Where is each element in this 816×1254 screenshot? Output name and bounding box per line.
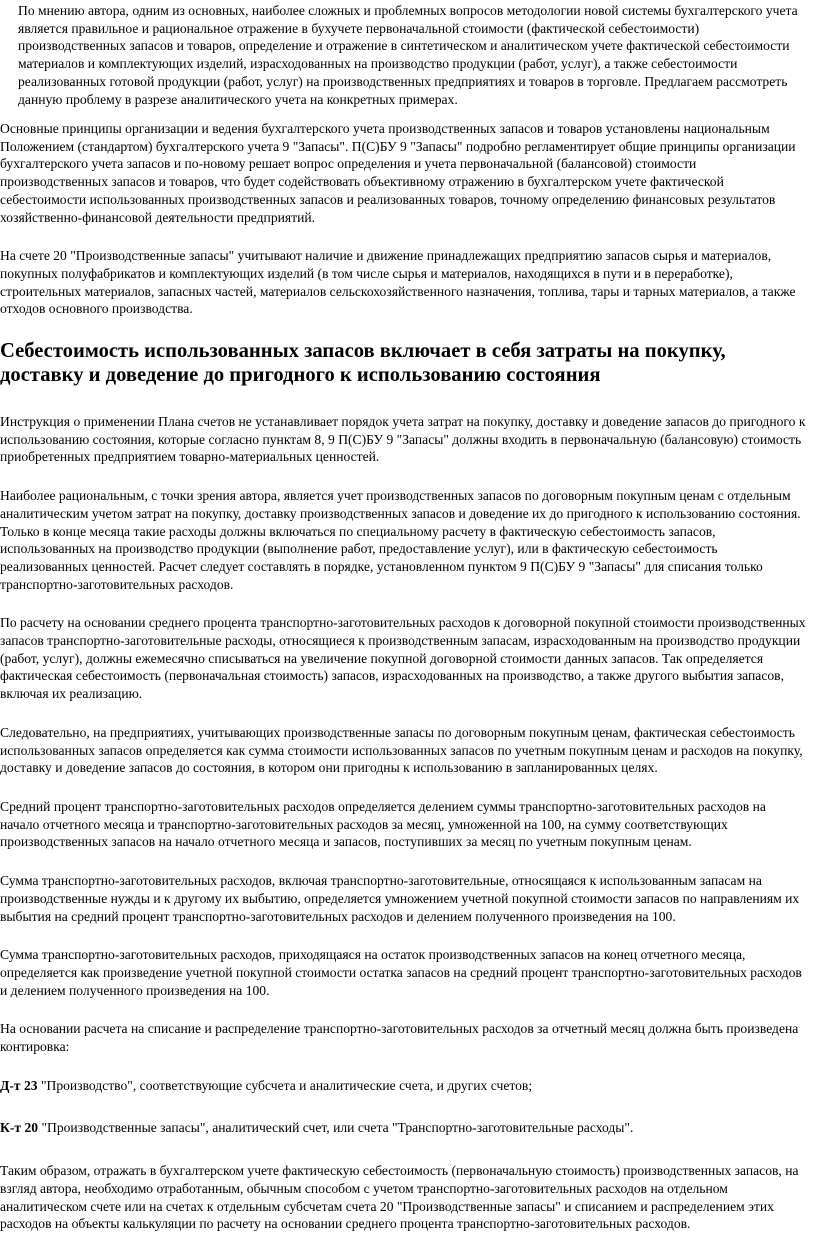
debit-entry xyxy=(0,1077,806,1095)
credit-label: К-т 20 xyxy=(0,1120,39,1136)
document-body xyxy=(0,120,806,1254)
debit-text: "Производство", соответствующие субсчета и аналитические счета, и других счетов; xyxy=(37,1077,533,1093)
paragraph-conclusion: Таким образом, отражать в бухгалтерском учете фактическую себестоимость (первоначальную стоимость) производственных запасов, на взгляд автора, необходимо отработанным, обычным способом с учетом транспортно-заготовительных расходов на отдельном аналитическом счете или на счетах к отдельным субсчетам счета 20 "Производственные запасы" и списанием и распределением этих расходов на объекты калькуляции по расчету на основании среднего процента транспортно-заготовительных расходов. xyxy=(0,1163,799,1232)
paragraph-consequently: Следовательно, на предприятиях, учитывающих производственные запасы по договорным покупным ценам, фактическая себестоимость использованных запасов определяется как сумма стоимости использованных запасов по учетным покупным ценам и расходов на покупку, доставку и доведение запасов до состояния, в котором они пригодны к использованию в запланированных целях. xyxy=(0,724,803,776)
intro-paragraph: По мнению автора, одним из основных, наиболее сложных и проблемных вопросов методологии новой системы бухгалтерского учета является правильное и рациональное отражение в бухучете первоначальной стоимости (фактической себестоимости) производственных запасов и товаров, определение и отражение в синтетическом и аналитическом учете фактической себестоимости материалов и комплектующих изделий, израсходованных на производство продукции (работ, услуг), а также себестоимости реализованных готовой продукции (работ, услуг) на производственных предприятиях и товаров в торговле. Предлагаем рассмотреть данную проблему в разрезе аналитического учета на конкретных примерах. xyxy=(18,3,798,107)
credit-text: "Производственные запасы", аналитический счет, или счета "Транспортно-заготовительные расходы". xyxy=(38,1120,634,1136)
paragraph-rational-method: Наиболее рациональным, с точки зрения автора, является учет производственных запасов по договорным покупным ценам с отдельным аналитическим учетом затрат на покупку, доставку производственных запасов и доведение их до пригодного к использованию состояния. Только в конце месяца такие расходы должны включаться по специальному расчету в фактическую себестоимость запасов, использованных на производство продукции (выполнение работ, предоставление услуг), или в фактическую себестоимость реализованных ценностей. Расчет следует составлять в порядке, установленном пунктом 9 П(С)БУ 9 "Запасы" для списания только транспортно-заготовительных расходов. xyxy=(0,488,801,592)
paragraph-used-stock-sum: Сумма транспортно-заготовительных расходов, включая транспортно-заготовительные, относящаяся к использованным запасам на производственные нужды и к другому их выбытию, определяется умножением учетной покупной стоимости запасов по направлениям их выбытия на средний процент транспортно-заготовительных расходов и делением полученного произведения на 100. xyxy=(0,873,800,924)
paragraph-posting-intro: На основании расчета на списание и распределение транспортно-заготовительных расходов за отчетный месяц должна быть произведена контировка: xyxy=(0,1021,799,1055)
paragraph-account-20: На счете 20 "Производственные запасы" учитывают наличие и движение принадлежащих предприятию запасов сырья и материалов, покупных полуфабрикатов и комплектующих изделий (в том числе сырья и материалов, находящихся в пути и в переработке), строительных материалов, запасных частей, материалов сельскохозяйственного назначения, топлива, тары и тарных материалов, а также отходов основного производства. xyxy=(0,248,796,317)
paragraph-principles: Основные принципы организации и ведения бухгалтерского учета производственных запасов и товаров установлены национальным Положением (стандартом) бухгалтерского учета 9 "Запасы". П(С)БУ 9 "Запасы" подробно регламентирует общие принципы организации бухгалтерского учета запасов и по-новому решает вопрос определения и учета первоначальной (балансовой) стоимости производственных запасов и товаров, что будет содействовать объективному отражению в бухгалтерском учете фактической себестоимости использованных производственных запасов и реализованных товаров, точному определению финансовых результатов хозяйственно-финансовой деятельности предприятий. xyxy=(0,121,796,225)
paragraph-average-percent: По расчету на основании среднего процента транспортно-заготовительных расходов к договорной покупной стоимости производственных запасов транспортно-заготовительные расходы, относящиеся к производственным запасам, израсходованным на производство продукции (работ, услуг), должны ежемесячно списываться на увеличение покупной договорной стоимости данных запасов. Так определяется фактическая себестоимость (первоначальная стоимость) запасов, израсходованных на производство, а также другого выбытия запасов, включая их реализацию. xyxy=(0,615,806,702)
paragraph-instruction: Инструкция о применении Плана счетов не устанавливает порядок учета затрат на покупку, доставку и доведение запасов до пригодного к использованию состояния, которые согласно пунктам 8, 9 П(С)БУ 9 "Запасы" должны входить в первоначальную (балансовую) стоимость приобретенных предприятием товарно-материальных ценностей. xyxy=(0,414,806,465)
section-heading: Себестоимость использованных запасов включает в себя затраты на покупку, доставку и доведение до пригодного к использованию состояния xyxy=(0,340,726,387)
paragraph-percent-definition: Средний процент транспортно-заготовительных расходов определяется делением суммы транспортно-заготовительных расходов на начало отчетного месяца и транспортно-заготовительных расходов за месяц, умноженной на 100, на сумму соответствующих производственных запасов на начало отчетного месяца и запасов, поступивших за месяц по учетным покупным ценам. xyxy=(0,798,766,850)
credit-entry xyxy=(0,1119,806,1137)
paragraph-remaining-stock-sum: Сумма транспортно-заготовительных расходов, приходящаяся на остаток производственных запасов на конец отчетного месяца, определяется как произведение учетной покупной стоимости остатка запасов на средний процент транспортно-заготовительных расходов и делением полученного произведения на 100. xyxy=(0,947,802,998)
debit-label: Д-т 23 xyxy=(0,1077,38,1093)
